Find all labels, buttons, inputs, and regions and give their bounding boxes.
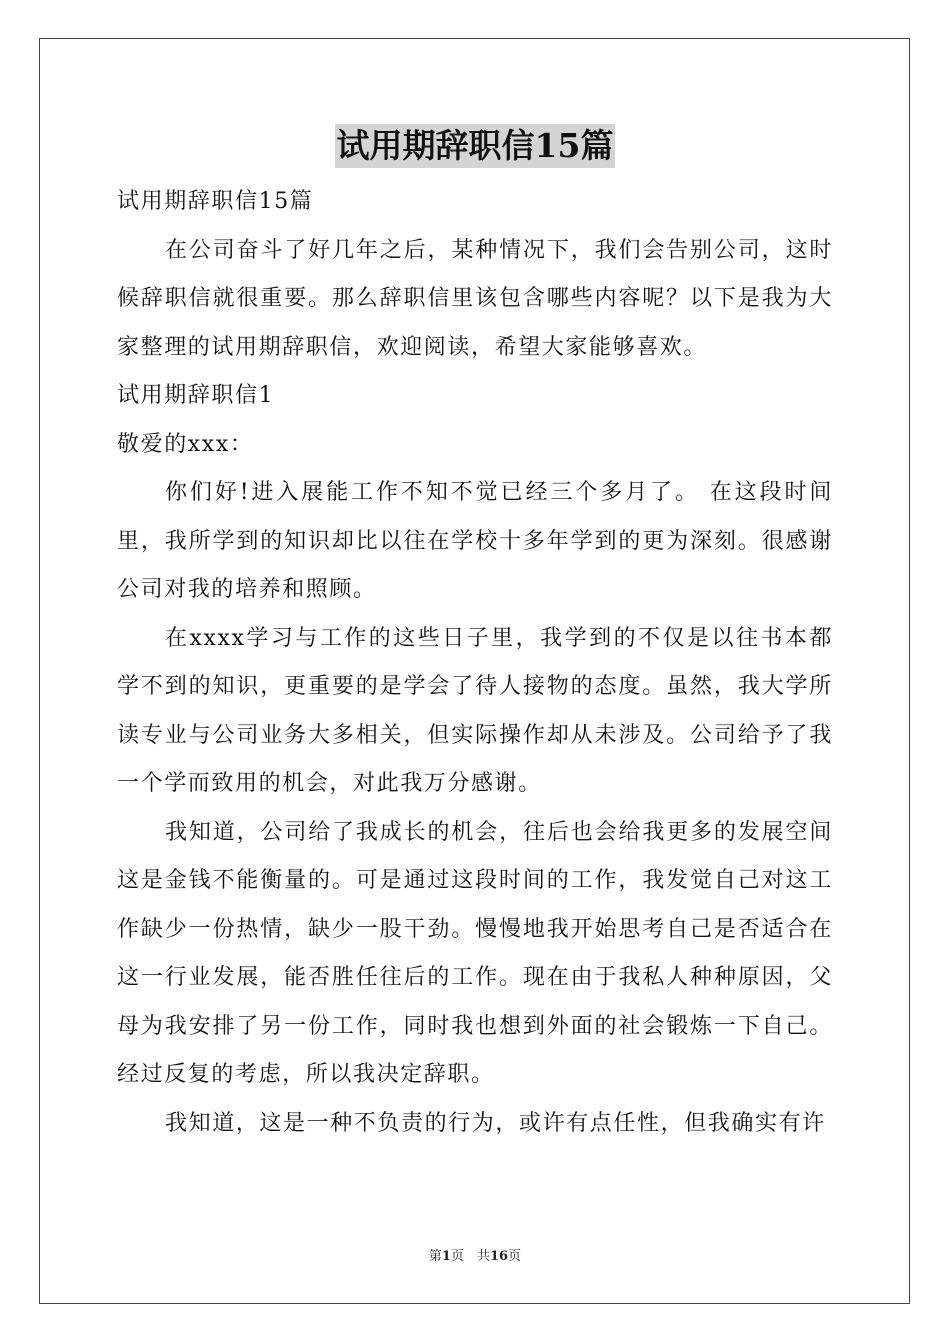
body-paragraph: 在xxxx学习与工作的这些日子里，我学到的不仅是以往书本都学不到的知识，更重要的是学会了待人接物的态度。虽然，我大学所读专业与公司业务大多相关，但实际操作却从未涉及。公司给予了我一个学而致用的机会，对此我万分感谢。 bbox=[117, 625, 833, 796]
body-paragraph: 你们好!进入展能工作不知不觉已经三个多月了。 在这段时间里，我所学到的知识却比以往在学校十多年学到的更为深刻。很感谢公司对我的培养和照顾。 bbox=[117, 480, 833, 602]
page-total: 16 bbox=[489, 1249, 509, 1264]
body-paragraph: 我知道，公司给了我成长的机会，往后也会给我更多的发展空间这是金钱不能衡量的。可是通过这段时间的工作，我发觉自己对这工作缺少一份热情，缺少一股干劲。慢慢地我开始思考自己是否适合在这一行业发展，能否胜任往后的工作。现在由于我私人种种原因，父母为我安排了另一份工作，同时我也想到外面的社会锻炼一下自己。经过反复的考虑，所以我决定辞职。 bbox=[117, 819, 833, 1087]
page-mid: 页 共 bbox=[450, 1249, 490, 1264]
body-paragraph: 我知道，这是一种不负责的行为，或许有点任性，但我确实有许 bbox=[165, 1110, 826, 1136]
document-body bbox=[117, 178, 833, 1148]
document-title: 试用期辞职信15篇 bbox=[335, 124, 616, 168]
document-subtitle: 试用期辞职信15篇 bbox=[117, 189, 314, 214]
page-current: 1 bbox=[441, 1249, 451, 1264]
section-heading: 试用期辞职信1 bbox=[117, 383, 275, 408]
title-container bbox=[0, 124, 950, 168]
page-suffix: 页 bbox=[508, 1249, 522, 1264]
intro-paragraph: 在公司奋斗了好几年之后，某种情况下，我们会告别公司，这时候辞职信就很重要。那么辞职信里该包含哪些内容呢？以下是我为大家整理的试用期辞职信，欢迎阅读，希望大家能够喜欢。 bbox=[117, 237, 833, 360]
page-footer bbox=[0, 1248, 950, 1266]
salutation: 敬爱的xxx： bbox=[117, 431, 254, 457]
page-prefix: 第 bbox=[428, 1249, 442, 1264]
